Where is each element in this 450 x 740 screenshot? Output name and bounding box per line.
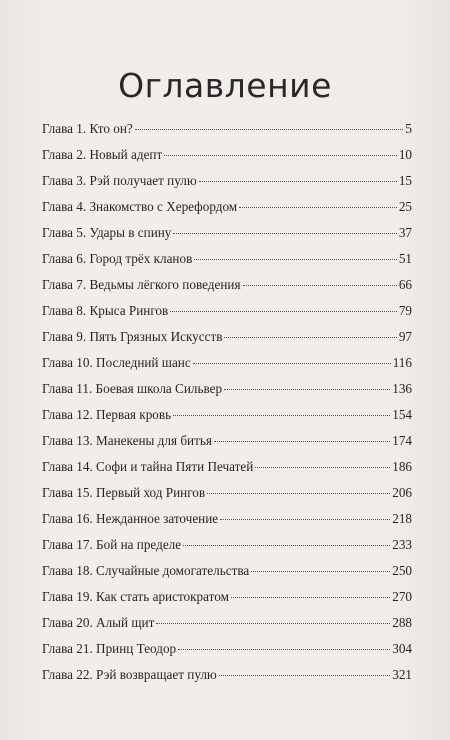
toc-entry [42, 272, 412, 298]
dot-leader [183, 545, 390, 546]
toc-entry-title: Глава 8. Крыса Рингов [42, 303, 169, 318]
dot-leader [170, 311, 397, 312]
toc-entry-page-number: 15 [398, 173, 412, 188]
toc-entry [42, 246, 412, 272]
toc-entry-page-number: 154 [392, 407, 412, 422]
dot-leader [156, 623, 390, 624]
toc-entry [42, 220, 412, 246]
dot-leader [219, 675, 390, 676]
toc-entry-page-number: 206 [392, 485, 412, 500]
toc-entry [42, 350, 412, 376]
toc-entry [42, 662, 412, 688]
toc-entry-page-number: 37 [398, 225, 412, 240]
toc-entry-page-number: 116 [392, 355, 412, 370]
toc-entry [42, 584, 412, 610]
toc-entry [42, 116, 412, 142]
toc-entry-title: Глава 3. Рэй получает пулю [42, 173, 197, 188]
toc-entry [42, 324, 412, 350]
toc-entry-page-number: 66 [398, 277, 412, 292]
toc-entry-page-number: 79 [398, 303, 412, 318]
dot-leader [251, 571, 390, 572]
toc-entry-title: Глава 9. Пять Грязных Искусств [42, 329, 223, 344]
dot-leader [239, 207, 397, 208]
toc-entry-title: Глава 13. Манекены для битья [42, 433, 212, 448]
toc-entry-title: Глава 18. Случайные домогательства [42, 563, 250, 578]
toc-entry-title: Глава 7. Ведьмы лёгкого поведения [42, 277, 241, 292]
toc-entry-title: Глава 2. Новый адепт [42, 147, 163, 162]
toc-entry-title: Глава 10. Последний шанс [42, 355, 191, 370]
toc-entry [42, 532, 412, 558]
toc-entry [42, 636, 412, 662]
toc-entry-title: Глава 5. Удары в спину [42, 225, 172, 240]
toc-entry-title: Глава 1. Кто он? [42, 121, 133, 136]
toc-entry-page-number: 288 [392, 615, 412, 630]
dot-leader [224, 337, 396, 338]
toc-entry [42, 454, 412, 480]
dot-leader [220, 519, 390, 520]
toc-entry-page-number: 321 [392, 667, 412, 682]
toc-entry [42, 428, 412, 454]
page-title: Оглавление [118, 66, 332, 106]
toc-entry-title: Глава 6. Город трёх кланов [42, 251, 193, 266]
toc-entry-page-number: 186 [392, 459, 412, 474]
dot-leader [214, 441, 390, 442]
toc-entry-page-number: 97 [398, 329, 412, 344]
toc-entry-title: Глава 19. Как стать аристократом [42, 589, 229, 604]
toc-entry-title: Глава 12. Первая кровь [42, 407, 172, 422]
dot-leader [193, 363, 391, 364]
toc-entry-title: Глава 14. Софи и тайна Пяти Печатей [42, 459, 254, 474]
toc-entry-page-number: 10 [398, 147, 412, 162]
toc-entry-page-number: 51 [398, 251, 412, 266]
toc-entry-title: Глава 22. Рэй возвращает пулю [42, 667, 217, 682]
toc-entry [42, 506, 412, 532]
toc-entry-page-number: 250 [392, 563, 412, 578]
dot-leader [178, 649, 390, 650]
toc-entry-page-number: 25 [398, 199, 412, 214]
dot-leader [255, 467, 390, 468]
dot-leader [231, 597, 390, 598]
toc-entry [42, 168, 412, 194]
dot-leader [199, 181, 397, 182]
toc-entry-page-number: 136 [392, 381, 412, 396]
toc-entry-title: Глава 15. Первый ход Рингов [42, 485, 206, 500]
toc-entry [42, 402, 412, 428]
dot-leader [194, 259, 397, 260]
toc-entry-title: Глава 20. Алый щит [42, 615, 155, 630]
toc-entry-page-number: 233 [392, 537, 412, 552]
table-of-contents [42, 116, 412, 688]
toc-entry [42, 558, 412, 584]
toc-entry [42, 480, 412, 506]
dot-leader [135, 129, 404, 130]
toc-entry-title: Глава 11. Боевая школа Сильвер [42, 381, 223, 396]
dot-leader [164, 155, 397, 156]
toc-entry [42, 298, 412, 324]
toc-entry-page-number: 304 [392, 641, 412, 656]
toc-entry-page-number: 5 [405, 121, 412, 136]
toc-entry [42, 142, 412, 168]
dot-leader [207, 493, 390, 494]
dot-leader [224, 389, 390, 390]
toc-entry-page-number: 218 [392, 511, 412, 526]
toc-entry-title: Глава 4. Знакомство с Херефордом [42, 199, 238, 214]
toc-entry [42, 610, 412, 636]
toc-entry-title: Глава 17. Бой на пределе [42, 537, 182, 552]
toc-entry-page-number: 174 [392, 433, 412, 448]
dot-leader [243, 285, 397, 286]
toc-entry-title: Глава 21. Принц Теодор [42, 641, 177, 656]
dot-leader [173, 415, 390, 416]
toc-entry [42, 194, 412, 220]
dot-leader [173, 233, 396, 234]
toc-entry-page-number: 270 [392, 589, 412, 604]
toc-entry-title: Глава 16. Нежданное заточение [42, 511, 219, 526]
toc-entry [42, 376, 412, 402]
